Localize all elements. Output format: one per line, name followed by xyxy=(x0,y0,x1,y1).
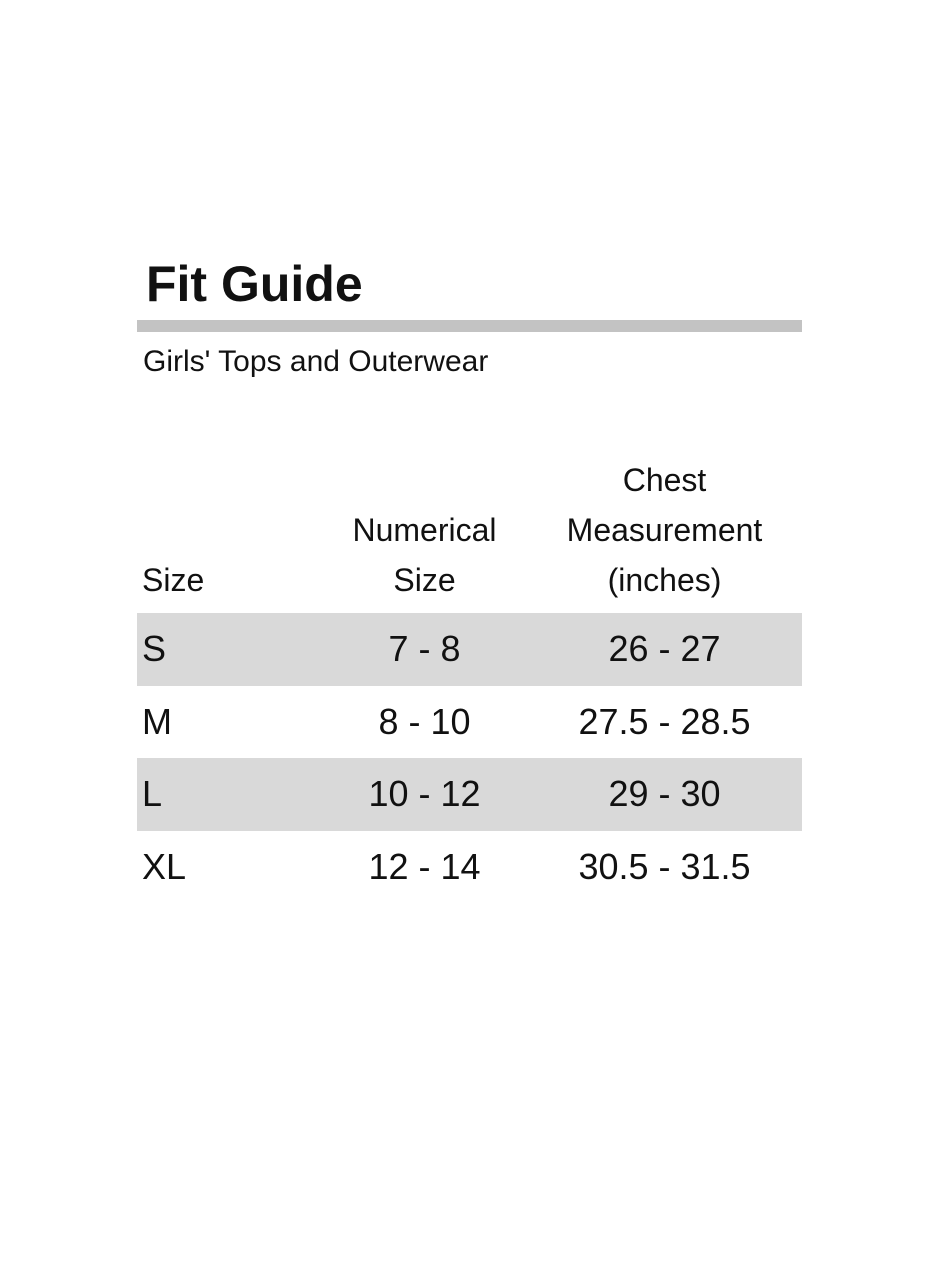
header-numerical-size-line: Numerical xyxy=(352,512,497,548)
table-header-row xyxy=(137,455,802,613)
cell-size: XL xyxy=(142,845,187,887)
page-subtitle: Girls' Tops and Outerwear xyxy=(143,345,489,378)
table-row xyxy=(137,758,802,831)
header-size-line: Size xyxy=(142,562,205,598)
table-row xyxy=(137,831,802,904)
cell-chest: 30.5 - 31.5 xyxy=(578,845,751,887)
header-chest-line: (inches) xyxy=(607,562,722,598)
cell-size: L xyxy=(142,773,163,814)
cell-chest: 29 - 30 xyxy=(608,773,721,814)
cell-chest: 27.5 - 28.5 xyxy=(578,700,751,742)
header-numerical-size-line: Size xyxy=(393,562,456,598)
table-row xyxy=(137,613,802,686)
header-chest-line: Chest xyxy=(622,462,707,498)
fit-guide-table xyxy=(137,455,802,903)
cell-numerical-size: 8 - 10 xyxy=(378,700,471,742)
cell-numerical-size: 12 - 14 xyxy=(368,845,481,887)
cell-numerical-size: 10 - 12 xyxy=(368,773,481,814)
cell-numerical-size: 7 - 8 xyxy=(388,628,461,669)
header-size xyxy=(142,555,204,605)
title-divider xyxy=(137,320,802,332)
cell-size: S xyxy=(142,628,167,669)
table-row xyxy=(137,686,802,759)
header-numerical-size xyxy=(327,505,522,605)
header-chest-line: Measurement xyxy=(566,512,763,548)
page-title: Fit Guide xyxy=(146,256,363,312)
cell-size: M xyxy=(142,700,172,742)
cell-chest: 26 - 27 xyxy=(608,628,721,669)
header-chest-measurement xyxy=(542,455,787,605)
